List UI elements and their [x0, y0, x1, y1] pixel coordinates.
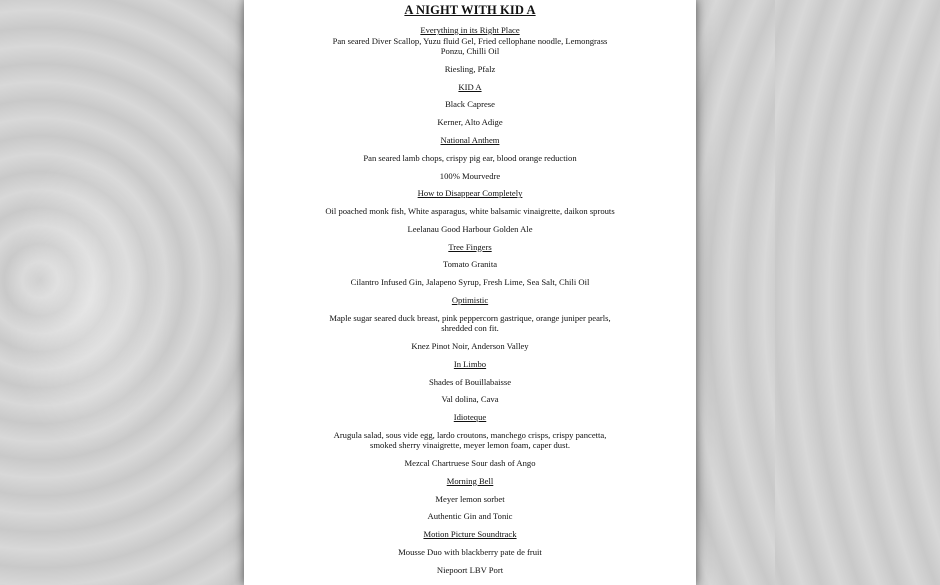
course-pairing: Leelanau Good Harbour Golden Ale: [407, 223, 533, 234]
course-pairing: 100% Mourvedre: [439, 170, 501, 181]
course-pairing: Riesling, Pfalz: [444, 63, 496, 74]
course-dish-line: Pan seared Diver Scallop, Yuzu fluid Gel, Fried cellophane noodle, Lemongrass: [332, 35, 608, 46]
course-name: Idioteque: [453, 412, 487, 422]
menu-title: A NIGHT WITH KID A: [404, 3, 536, 17]
course-name: How to Disappear Completely: [417, 188, 523, 198]
course-dish-line: Maple sugar seared duck breast, pink peppercorn gastrique, orange juniper pearls,: [329, 312, 611, 323]
course-pairing: Kerner, Alto Adige: [437, 117, 503, 127]
course-dish-line: Arugula salad, sous vide egg, lardo croutons, manchego crisps, crispy pancetta,: [333, 430, 607, 440]
course-dish-line: Black Caprese: [445, 99, 495, 109]
course-name: Everything in its Right Place: [420, 25, 520, 35]
course-pairing: Knez Pinot Noir, Anderson Valley: [411, 341, 529, 351]
course-name: National Anthem: [440, 134, 500, 145]
course-name: Motion Picture Soundtrack: [423, 529, 517, 539]
course-name: Morning Bell: [446, 475, 494, 486]
course-pairing: Val dolina, Cava: [441, 394, 499, 404]
course-dish-line: Ponzu, Chilli Oil: [440, 45, 500, 56]
course-name: KID A: [458, 81, 482, 92]
course-dish-line: Meyer lemon sorbet: [435, 493, 505, 504]
menu-document-page: [244, 0, 696, 585]
course-dish-line: Tomato Granita: [442, 259, 498, 269]
course-pairing: Niepoort LBV Port: [436, 564, 504, 575]
course-name: Tree Fingers: [448, 241, 492, 252]
course-dish-line: Mousse Duo with blackberry pate de fruit: [398, 546, 542, 557]
course-name: In Limbo: [453, 358, 487, 369]
course-pairing: Cilantro Infused Gin, Jalapeno Syrup, Fresh Lime, Sea Salt, Chili Oil: [350, 277, 590, 287]
course-pairing: Authentic Gin and Tonic: [427, 511, 513, 521]
course-pairing: Mezcal Chartruese Sour dash of Ango: [404, 458, 536, 468]
course-dish-line: Pan seared lamb chops, crispy pig ear, blood orange reduction: [363, 152, 577, 163]
course-dish-line: Shades of Bouillabaisse: [428, 376, 512, 387]
course-dish-line: shredded con fit.: [441, 323, 499, 333]
course-dish-line: Oil poached monk fish, White asparagus, white balsamic vinaigrette, daikon sprouts: [325, 206, 615, 216]
background-right: [695, 0, 940, 585]
course-dish-line: smoked sherry vinaigrette, meyer lemon foam, caper dust.: [370, 440, 570, 450]
course-name: Optimistic: [451, 295, 489, 305]
